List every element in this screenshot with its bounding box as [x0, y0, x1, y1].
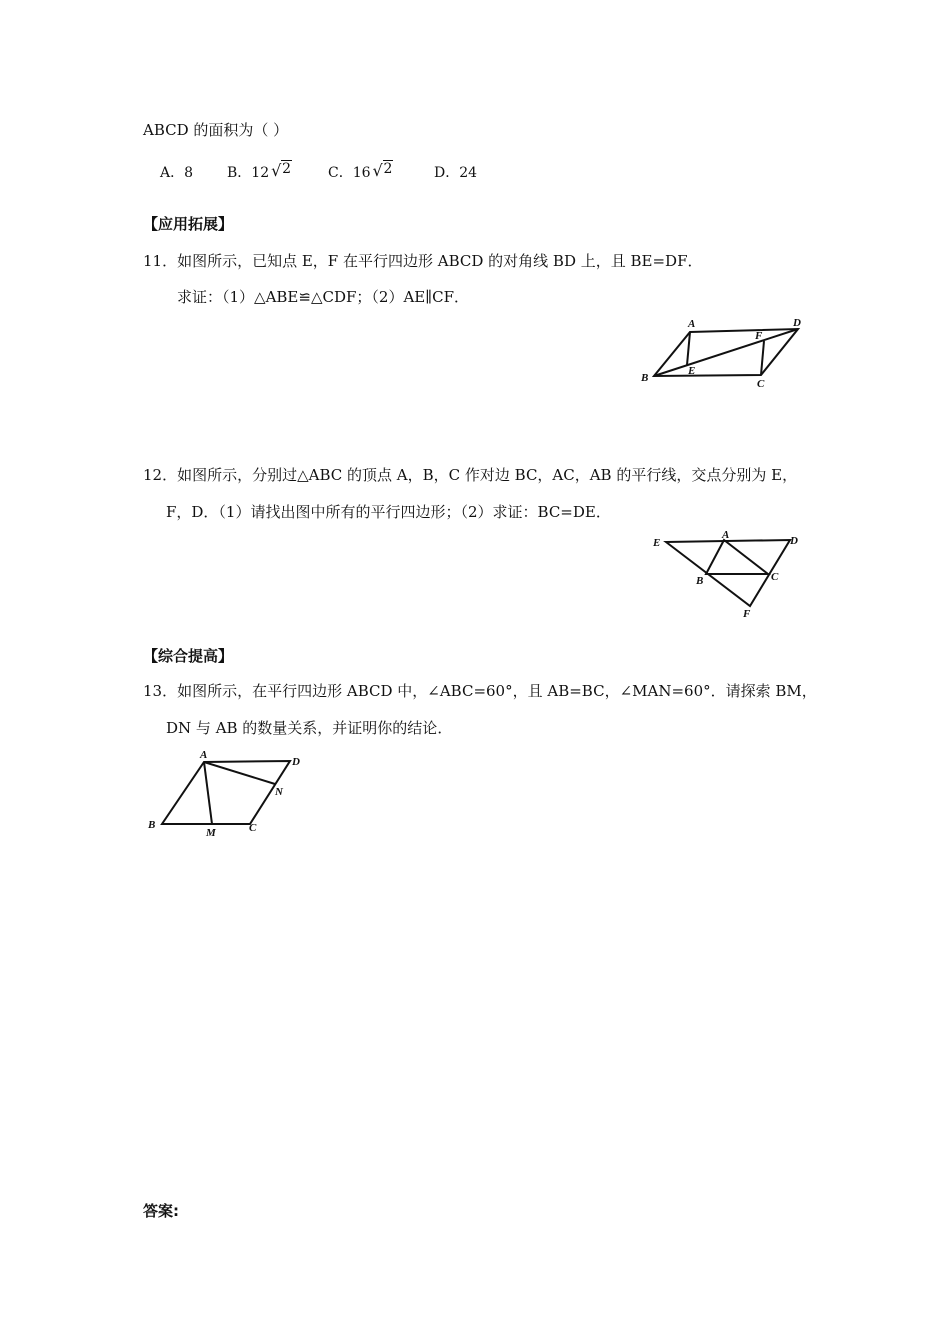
q13-line2: DN 与 AB 的数量关系，并证明你的结论．: [166, 719, 453, 737]
q13-line1: 13．如图所示，在平行四边形 ABCD 中，∠ABC=60°，且 AB=BC，∠MAN=60°．请探索 BM，: [143, 682, 817, 700]
q10-option-b-prefix: B．12: [227, 165, 270, 181]
label-a: A: [722, 529, 730, 541]
label-n: N: [275, 786, 283, 798]
label-c: C: [771, 571, 779, 583]
q12-line2: F，D．（1）请找出图中所有的平行四边形；（2）求证：BC=DE．: [166, 503, 611, 521]
q10-option-c-prefix: C．16: [328, 165, 371, 181]
label-f: F: [743, 608, 751, 620]
label-d: D: [793, 317, 801, 329]
label-f: F: [755, 330, 763, 342]
section-heading-improve: 【综合提高】: [143, 647, 234, 665]
label-b: B: [641, 372, 649, 384]
sqrt-symbol: √ 2: [372, 161, 393, 180]
q10-option-b-radicand: 2: [282, 161, 292, 177]
label-d: D: [292, 756, 300, 768]
q13-rhombus-figure: [142, 746, 312, 840]
label-a: A: [200, 749, 208, 761]
q10-option-c: [328, 162, 393, 182]
label-e: E: [653, 537, 661, 549]
segment-ae: [687, 332, 690, 365]
parallelogram-abcd: [162, 761, 290, 824]
q10-option-a: A．8: [160, 165, 194, 181]
label-c: C: [249, 822, 257, 834]
q12-triangle-figure: [648, 528, 808, 622]
segment-cf: [761, 341, 764, 375]
diagonal-bd: [654, 329, 798, 376]
q10-option-d: D．24: [434, 165, 478, 181]
label-c: C: [757, 378, 765, 390]
q11-line1: 11．如图所示，已知点 E，F 在平行四边形 ABCD 的对角线 BD 上，且 BE=DF．: [143, 252, 703, 270]
sqrt-symbol: √ 2: [271, 161, 292, 180]
q10-tail-text: ABCD 的面积为（ ）: [143, 121, 289, 139]
segment-am: [204, 762, 212, 824]
q11-parallelogram-figure: [636, 314, 810, 394]
q12-line1: 12．如图所示，分别过△ABC 的顶点 A，B，C 作对边 BC，AC，AB 的平行线，交点分别为 E，: [143, 466, 798, 484]
triangle-abc: [706, 540, 768, 574]
label-a: A: [688, 318, 696, 330]
label-d: D: [790, 535, 798, 547]
section-heading-apply: 【应用拓展】: [143, 215, 234, 233]
label-e: E: [688, 365, 696, 377]
label-b: B: [148, 819, 156, 831]
label-b: B: [696, 575, 704, 587]
answer-label: 答案:: [143, 1202, 179, 1220]
segment-an: [204, 762, 275, 784]
q10-option-b: [227, 162, 292, 182]
label-m: M: [206, 827, 216, 839]
q11-line2: 求证：（1）△ABE≌△CDF；（2）AE∥CF．: [177, 288, 470, 306]
q10-option-c-radicand: 2: [383, 161, 393, 177]
